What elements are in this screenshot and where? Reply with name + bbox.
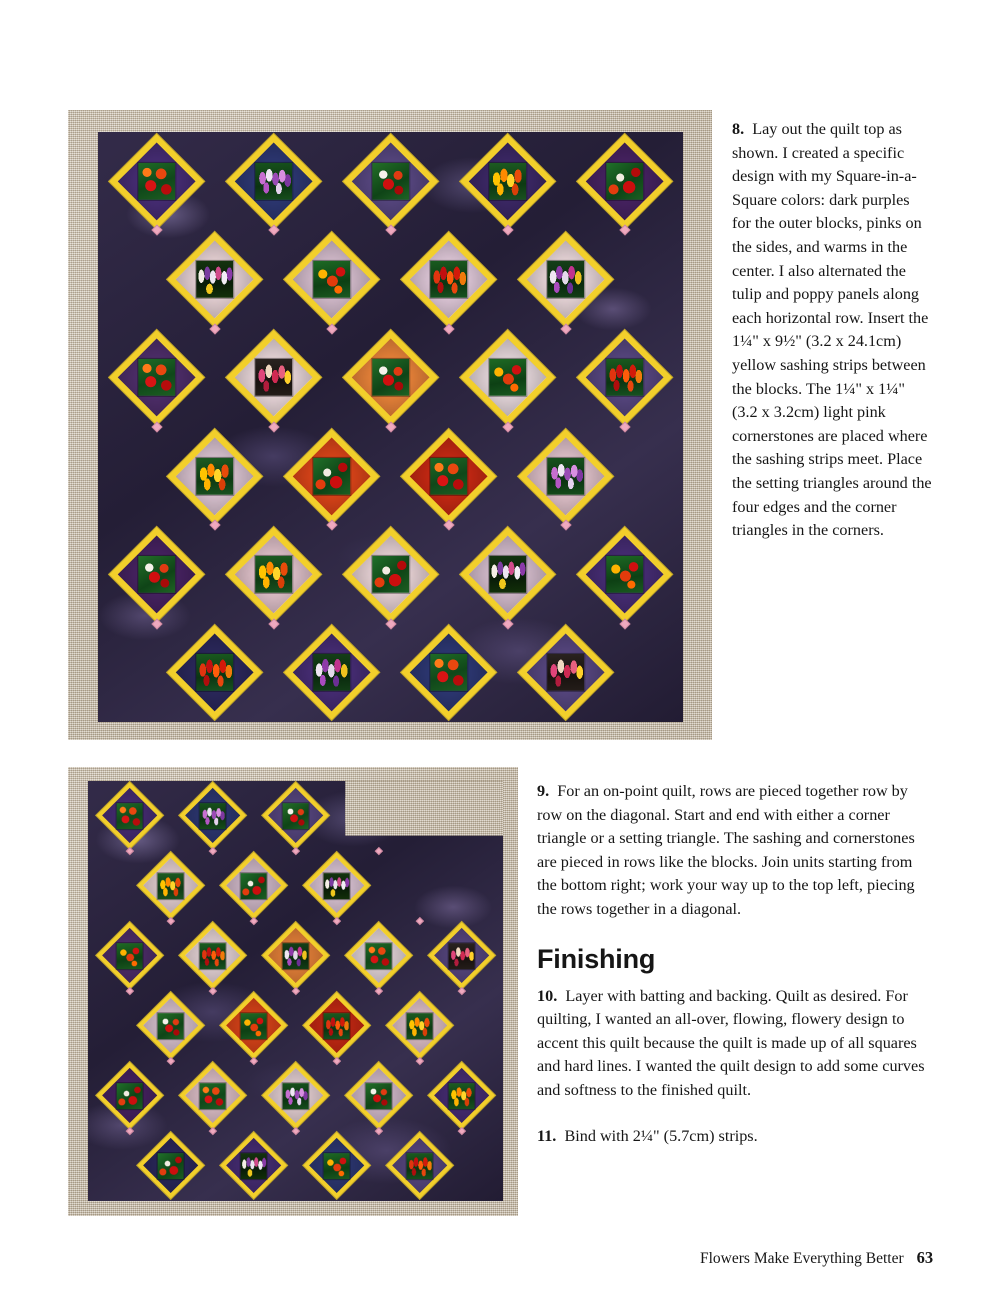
flower-photo-panel — [431, 654, 468, 691]
flower-photo-panel — [158, 1153, 184, 1179]
flower-photo-panel — [606, 359, 643, 396]
flower-photo-panel — [489, 163, 526, 200]
flower-photo-panel — [606, 556, 643, 593]
flower-photo-panel — [197, 261, 234, 298]
step-10-paragraph — [537, 985, 935, 1103]
flower-photo-panel — [372, 359, 409, 396]
flower-photo-panel — [548, 261, 585, 298]
step-10-text: Layer with batting and backing. Quilt as desired. For quilting, I wanted an all-over, flowing, flowery design to accent this quilt because the quilt is made up of all squares and hard lines. I wanted the quilt design to add some curves and softness to the finished quilt. — [537, 986, 925, 1099]
step-9-paragraph — [537, 780, 935, 922]
step-11-paragraph — [537, 1125, 935, 1149]
flower-photo-panel — [282, 803, 308, 829]
flower-photo-panel — [407, 1153, 433, 1179]
step-8-column — [732, 118, 932, 555]
flower-photo-panel — [314, 458, 351, 495]
steps-9-11-column — [537, 780, 935, 1160]
page-footer — [700, 1248, 933, 1268]
flower-photo-panel — [489, 359, 526, 396]
step-9-number: 9. — [537, 782, 550, 800]
quilt-top-layout-photo — [68, 110, 712, 740]
flower-photo-panel — [199, 803, 225, 829]
flower-photo-panel — [324, 873, 350, 899]
flower-photo-panel — [241, 873, 267, 899]
flower-photo-panel — [197, 458, 234, 495]
footer-page-number: 63 — [916, 1248, 934, 1267]
flower-photo-panel — [241, 1013, 267, 1039]
flower-photo-panel — [241, 1153, 267, 1179]
flower-photo-panel — [199, 943, 225, 969]
flower-photo-panel — [255, 359, 292, 396]
flower-photo-panel — [138, 163, 175, 200]
finishing-heading: Finishing — [537, 943, 656, 974]
step-9-text: For an on-point quilt, rows are pieced together row by row on the diagonal. Start and end with either a corner triangle or a setting triangle. The sashing and cornerstones are pieced in rows like the blocks. Join units starting from the bottom right; work your way up to the top left, piecing the rows together in a diagonal. — [537, 782, 915, 918]
footer-book-title: Flowers Make Everything Better — [700, 1250, 904, 1267]
flower-photo-panel — [138, 556, 175, 593]
flower-photo-panel — [372, 556, 409, 593]
quilt-top-layout — [98, 132, 683, 722]
flower-photo-panel — [365, 1083, 391, 1109]
flower-photo-panel — [407, 1013, 433, 1039]
flower-photo-panel — [282, 1083, 308, 1109]
flower-photo-panel — [548, 458, 585, 495]
step-8-paragraph — [732, 118, 932, 543]
flower-photo-panel — [548, 654, 585, 691]
flower-photo-panel — [314, 261, 351, 298]
flower-photo-panel — [282, 943, 308, 969]
flower-photo-panel — [324, 1013, 350, 1039]
step-11-text: Bind with 2¼" (5.7cm) strips. — [564, 1126, 758, 1145]
flower-photo-panel — [431, 458, 468, 495]
flower-photo-panel — [255, 556, 292, 593]
flower-photo-panel — [606, 163, 643, 200]
flower-photo-panel — [116, 803, 142, 829]
flower-photo-panel — [372, 163, 409, 200]
quilt-diagonal-rows-photo — [68, 767, 518, 1216]
flower-photo-panel — [448, 1083, 474, 1109]
flower-photo-panel — [199, 1083, 225, 1109]
flower-photo-panel — [365, 943, 391, 969]
flower-photo-panel — [116, 1083, 142, 1109]
quilt-diagonal-rows — [88, 781, 503, 1201]
flower-photo-panel — [448, 943, 474, 969]
step-8-text: Lay out the quilt top as shown. I created a specific design with my Square-in-a-Square colors: dark purples for the outer blocks, pinks on the sides, and warms in the center. I also alternated the tulip and poppy panels along each horizontal row. Insert the 1¼" x 9½" (3.2 x 24.1cm) yellow sashing strips between the blocks. The 1¼" x 1¼" (3.2 x 3.2cm) light pink cornerstones are placed where the sashing strips meet. Place the setting triangles around the four edges and the corner triangles in the corners. — [732, 120, 932, 540]
flower-photo-panel — [255, 163, 292, 200]
flower-photo-panel — [158, 1013, 184, 1039]
flower-photo-panel — [314, 654, 351, 691]
flower-photo-panel — [116, 943, 142, 969]
step-8-number: 8. — [732, 120, 745, 138]
flower-photo-panel — [158, 873, 184, 899]
flower-photo-panel — [431, 261, 468, 298]
flower-photo-panel — [489, 556, 526, 593]
flower-photo-panel — [197, 654, 234, 691]
flower-photo-panel — [138, 359, 175, 396]
step-10-number: 10. — [537, 986, 558, 1005]
step-11-number: 11. — [537, 1126, 557, 1145]
flower-photo-panel — [324, 1153, 350, 1179]
